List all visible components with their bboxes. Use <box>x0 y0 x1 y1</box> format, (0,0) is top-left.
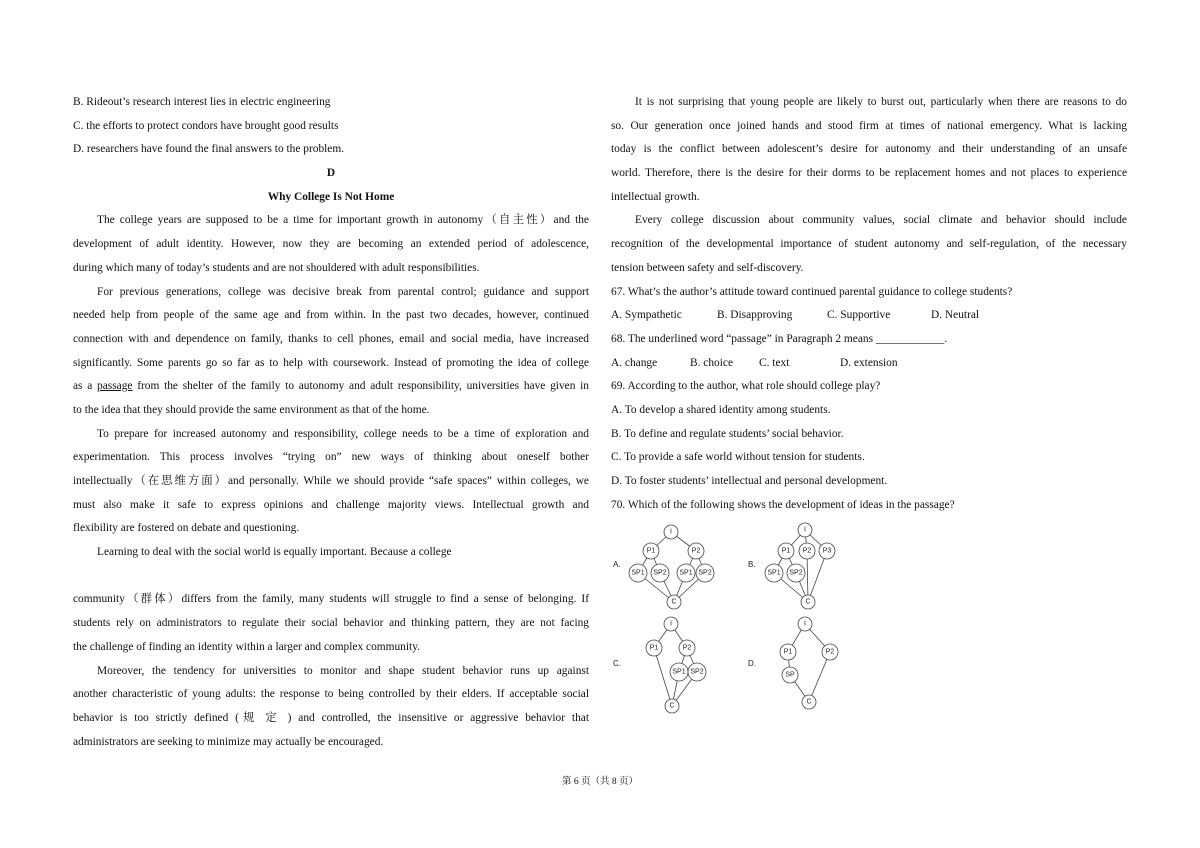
option-c-prev: C. the efforts to protect condors have brought good results <box>73 119 339 132</box>
q69-option-b: B. To define and regulate students’ social behavior. <box>611 427 844 440</box>
q68-option-d: D. extension <box>840 356 898 369</box>
diagram-b-p2-label: P2 <box>802 547 812 555</box>
diagram-b-sp1-label: SP1 <box>767 569 781 577</box>
question-68: 68. The underlined word “passage” in Paragraph 2 means ____________. <box>611 332 948 345</box>
paragraph-2-line-1: For previous generations, college was decisive break from parental control; guidance and support <box>97 285 589 298</box>
diagram-b-conclusion-label: C <box>805 598 811 606</box>
paragraph-4-line-3: students rely on administrators to regulate their social behavior and thinking pattern, they are not facing <box>73 617 589 630</box>
diagram-b-p3-label: P3 <box>822 547 832 555</box>
question-67: 67. What’s the author’s attitude toward continued parental guidance to college students? <box>611 285 1013 298</box>
diagram-a-p2-label: P2 <box>691 547 701 555</box>
paragraph-4-line-1: Learning to deal with the social world is equally important. Because a college <box>97 546 452 559</box>
diagram-c-conclusion-label: C <box>669 702 675 710</box>
blank-gap <box>73 565 589 589</box>
diagram-d-p1-label: P1 <box>783 648 793 656</box>
paragraph-2-line-2: needed help from people of the same age and from within. In the past two decades, however, continued <box>73 309 589 322</box>
q69-option-d: D. To foster students’ intellectual and personal development. <box>611 475 888 487</box>
diagram-a-conclusion-label: C <box>671 598 677 606</box>
paragraph-3-line-4: must also make it safe to express opinions and challenge majority views. Intellectual growth and <box>73 498 589 511</box>
paragraph-2-line-6: to the idea that they should provide the same environment as that of the home. <box>73 403 430 416</box>
paragraph-7-line-2: recognition of the developmental importance of student autonomy and self-regulation, of the necessary <box>611 238 1127 251</box>
q68-option-b: B. choice <box>690 356 734 369</box>
diagram-option-c-label: C. <box>613 659 621 668</box>
question-68-options <box>611 352 1127 376</box>
paragraph-5-line-2: another characteristic of young adults: the response to being controlled by their elders. If acceptable social <box>73 688 589 701</box>
paragraph-3-line-5: flexibility are fostered on debate and questioning. <box>73 522 300 535</box>
option-d-prev: D. researchers have found the final answers to the problem. <box>73 143 345 156</box>
diagram-c-sp1-label: SP1 <box>672 668 686 676</box>
diagram-a-sp2b-label: SP2 <box>698 569 712 577</box>
q67-option-c: C. Supportive <box>827 309 891 322</box>
diagram-option-d-label: D. <box>748 659 756 668</box>
diagram-option-a-label: A. <box>613 560 621 569</box>
paragraph-2-line-5 <box>73 375 589 399</box>
paragraph-6-line-3: today is the conflict between adolescent’s desire for autonomy and their understanding of an unsafe <box>611 143 1127 156</box>
diagram-option-b-label: B. <box>748 560 756 569</box>
diagram-c-p1-label: P1 <box>649 644 659 652</box>
q69-option-a: A. To develop a shared identity among students. <box>611 403 831 416</box>
diagram-a-sp2-label: SP2 <box>653 569 667 577</box>
paragraph-6-line-4: world. Therefore, there is the desire for their dorms to be replacement homes and not places to experience <box>611 167 1127 180</box>
paragraph-5-line-4: administrators are seeking to minimize may actually be encouraged. <box>73 735 384 748</box>
paragraph-4-line-4: the challenge of finding an identity within a larger and complex community. <box>73 640 421 653</box>
paragraph-2-line-4: significantly. Some parents go so far as to help with coursework. Instead of promoting the idea of college <box>73 356 589 369</box>
paragraph-3-line-1: To prepare for increased autonomy and responsibility, college needs to be a time of exploration and <box>97 427 589 440</box>
paragraph-1-line-1: The college years are supposed to be a time for important growth in autonomy（自主性）and the <box>97 214 589 227</box>
q67-option-b: B. Disapproving <box>717 309 793 322</box>
q67-option-d: D. Neutral <box>931 309 980 322</box>
diagram-b-p1-label: P1 <box>781 547 791 555</box>
q68-option-a: A. change <box>611 356 658 369</box>
paragraph-6-line-5: intellectual growth. <box>611 190 700 203</box>
p2-prefix: as a <box>73 380 98 393</box>
paragraph-7-line-1: Every college discussion about community values, social climate and behavior should include <box>635 214 1127 227</box>
diagram-c-intro-label: I <box>670 620 672 628</box>
page-footer: 第 6 页（共 8 页） <box>561 777 638 787</box>
passage-title: Why College Is Not Home <box>267 190 395 203</box>
q69-option-c: C. To provide a safe world without tension for students. <box>611 451 865 464</box>
structure-diagrams <box>611 520 851 716</box>
paragraph-3-line-2: experimentation. This process involves “trying on” new ways of thinking about oneself bother <box>73 451 589 464</box>
diagram-a-sp1b-label: SP1 <box>679 569 693 577</box>
p2-suffix: from the shelter of the family to autonomy and adult responsibility, universities have given in <box>132 380 589 393</box>
paragraph-1-line-2: development of adult identity. However, now they are becoming an extended period of adolescence, <box>73 238 589 251</box>
diagram-c-sp2-label: SP2 <box>690 668 704 676</box>
q68-option-c: C. text <box>759 356 790 369</box>
paragraph-3-line-3: intellectually（在思维方面）and personally. While we should provide “safe spaces” within colleges, we <box>73 475 589 487</box>
diagram-a-sp1-label: SP1 <box>631 569 645 577</box>
diagram-d-intro-label: I <box>804 620 806 628</box>
q67-option-a: A. Sympathetic <box>611 309 682 322</box>
paragraph-4-line-2: community（群体）differs from the family, many students will struggle to find a sense of belonging. If <box>73 593 589 606</box>
diagram-c-p2-label: P2 <box>682 644 692 652</box>
diagram-d-sp-label: SP <box>785 671 795 679</box>
paragraph-5-line-3: behavior is too strictly defined (规 定 ) and controlled, the insensitive or aggressive behavior that <box>73 711 589 724</box>
question-69: 69. According to the author, what role should college play? <box>611 380 881 393</box>
section-letter: D <box>326 167 336 180</box>
diagram-d-conclusion-label: C <box>806 698 812 706</box>
paragraph-6-line-2: so. Our generation once joined hands and stood firm at times of national emergency. What is lacking <box>611 119 1127 132</box>
left-column <box>73 91 589 754</box>
question-67-options <box>611 304 1127 328</box>
diagram-b-sp2-label: SP2 <box>789 569 803 577</box>
paragraph-2-line-3: connection with and dependence on family, thanks to cell phones, email and social media, have increased <box>73 332 589 345</box>
underlined-word-passage: passage <box>97 380 133 393</box>
diagram-b-intro-label: I <box>804 526 806 534</box>
diagram-a-intro-label: I <box>670 528 672 536</box>
diagram-d-p2-label: P2 <box>825 648 835 656</box>
paragraph-1-line-3: during which many of today’s students and are not shouldered with adult responsibilities. <box>73 261 480 274</box>
question-70: 70. Which of the following shows the development of ideas in the passage? <box>611 498 955 511</box>
paragraph-6-line-1: It is not surprising that young people are likely to burst out, particularly when there are reasons to do <box>635 96 1127 108</box>
paragraph-7-line-3: tension between safety and self-discovery. <box>611 261 804 274</box>
right-column <box>611 91 1127 517</box>
paragraph-5-line-1: Moreover, the tendency for universities to monitor and shape student behavior runs up against <box>97 664 589 677</box>
option-b-prev: B. Rideout’s research interest lies in electric engineering <box>73 96 331 108</box>
diagram-a-p1-label: P1 <box>646 547 656 555</box>
